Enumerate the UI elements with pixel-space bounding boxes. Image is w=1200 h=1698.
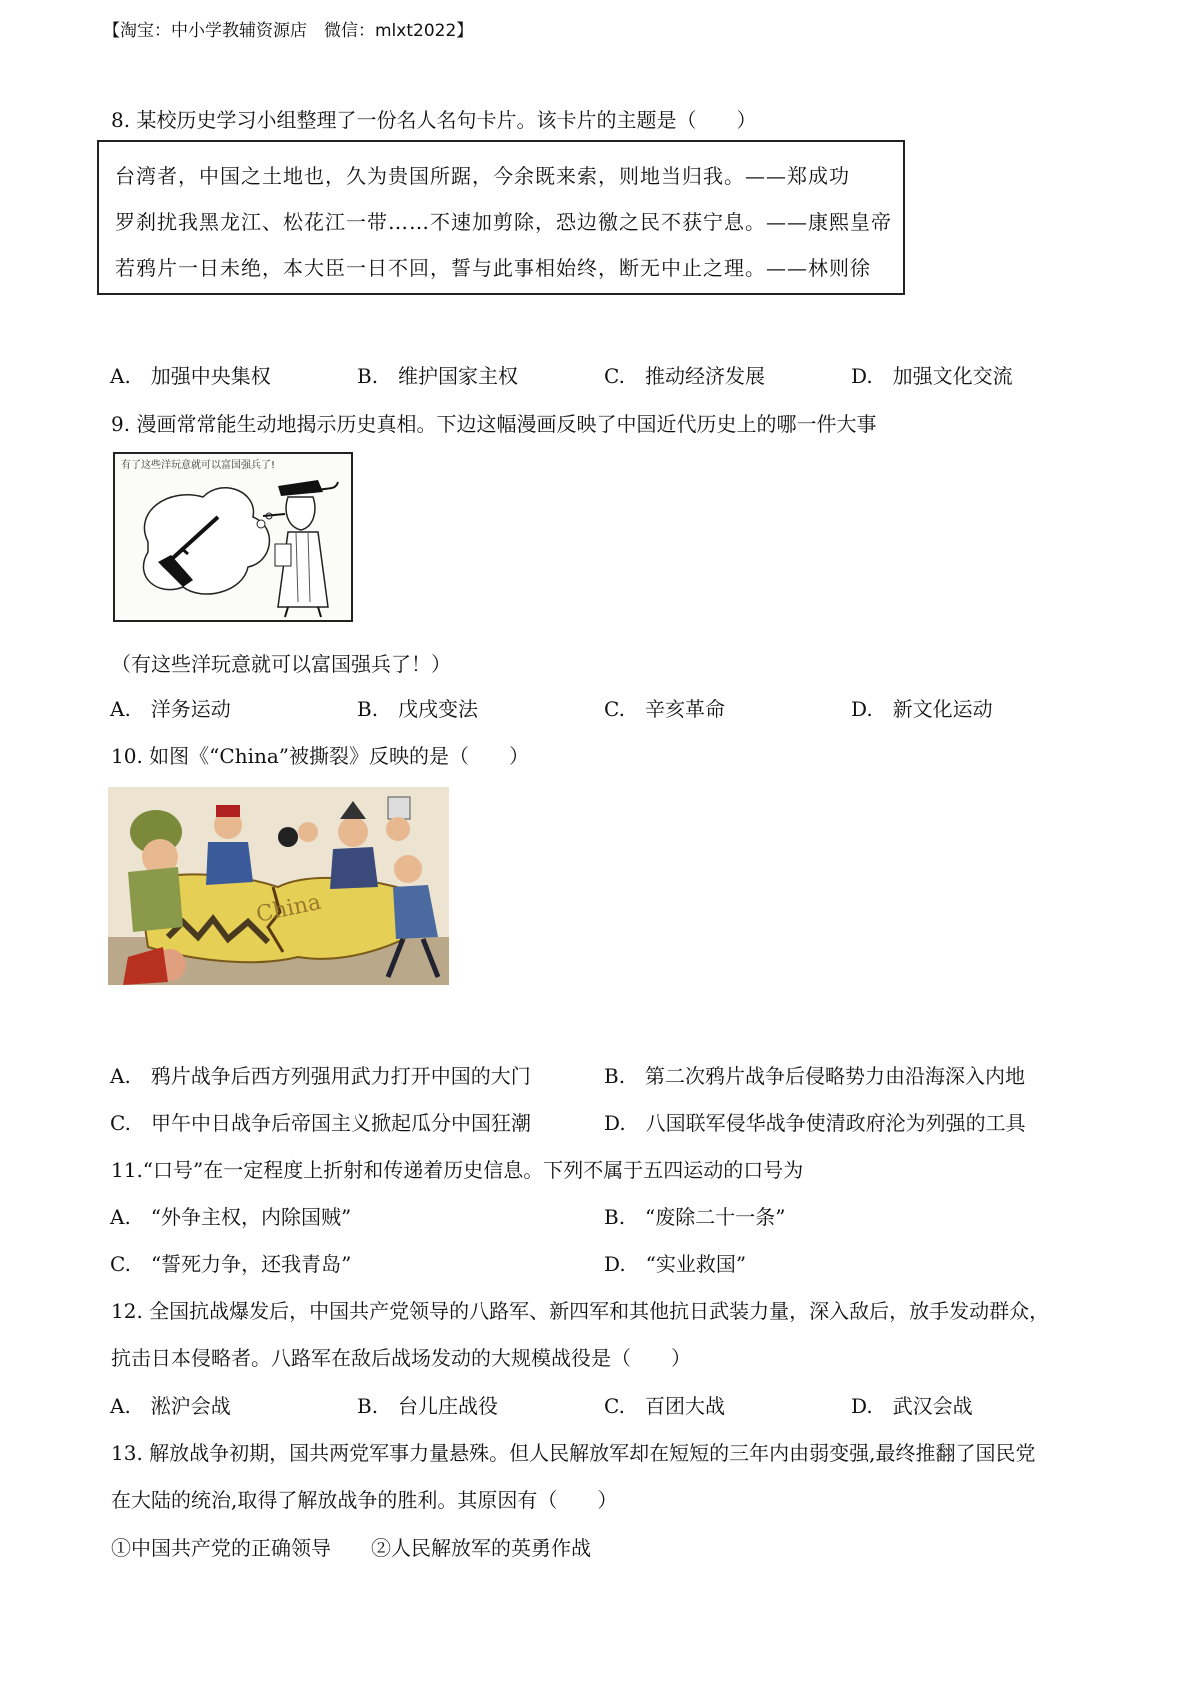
q12-option-b[interactable]: B. 台儿庄战役 <box>357 1394 499 1418</box>
q11-option-a[interactable]: A. “外争主权，内除国贼” <box>110 1205 352 1229</box>
q8-quote-card <box>97 140 905 295</box>
q13-items: ①中国共产党的正确领导 ②人民解放军的英勇作战 <box>111 1536 591 1560</box>
q10-china-torn-image <box>108 787 449 985</box>
q10-option-c[interactable]: C. 甲午中日战争后帝国主义掀起瓜分中国狂潮 <box>110 1111 531 1135</box>
q9-caption: （有这些洋玩意就可以富国强兵了！） <box>111 652 451 676</box>
q12-stem-line-1: 12. 全国抗战爆发后，中国共产党领导的八路军、新四军和其他抗日武装力量，深入敌后，放手发动群众， <box>111 1299 1050 1323</box>
q9-cartoon-image <box>113 452 353 622</box>
q10-option-a[interactable]: A. 鸦片战争后西方列强用武力打开中国的大门 <box>110 1064 531 1088</box>
q9-option-b[interactable]: B. 戊戌变法 <box>357 697 479 721</box>
q8-option-a[interactable]: A. 加强中央集权 <box>110 364 271 388</box>
q13-stem-line-1: 13. 解放战争初期，国共两党军事力量悬殊。但人民解放军却在短短的三年内由弱变强,最终推翻了国民党 <box>111 1441 1036 1465</box>
q8-quote-2: 罗刹扰我黑龙江、松花江一带……不速加剪除，恐边徼之民不获宁息。——康熙皇帝 <box>115 210 892 234</box>
q9-option-d[interactable]: D. 新文化运动 <box>851 697 993 721</box>
q12-option-c[interactable]: C. 百团大战 <box>604 1394 725 1418</box>
q8-quote-3: 若鸦片一日未绝，本大臣一日不回，誓与此事相始终，断无中止之理。——林则徐 <box>115 256 871 280</box>
q13-stem-line-2: 在大陆的统治,取得了解放战争的胜利。其原因有（ ） <box>111 1488 618 1512</box>
q9-option-a[interactable]: A. 洋务运动 <box>110 697 231 721</box>
q8-stem: 8. 某校历史学习小组整理了一份名人名句卡片。该卡片的主题是（ ） <box>111 108 757 132</box>
page-header: 【淘宝：中小学教辅资源店 微信：mlxt2022】 <box>103 21 474 41</box>
q12-option-a[interactable]: A. 淞沪会战 <box>110 1394 231 1418</box>
q12-stem-line-2: 抗击日本侵略者。八路军在敌后战场发动的大规模战役是（ ） <box>111 1346 691 1370</box>
q8-quote-1: 台湾者，中国之土地也，久为贵国所踞，今余既来索，则地当归我。——郑成功 <box>115 164 850 188</box>
q10-option-b[interactable]: B. 第二次鸦片战争后侵略势力由沿海深入内地 <box>604 1064 1026 1088</box>
q8-option-b[interactable]: B. 维护国家主权 <box>357 364 519 388</box>
q10-option-d[interactable]: D. 八国联军侵华战争使清政府沦为列强的工具 <box>604 1111 1026 1135</box>
q10-stem: 10. 如图《“China”被撕裂》反映的是（ ） <box>111 744 529 768</box>
q10-map-text: China <box>254 889 324 928</box>
q8-option-c[interactable]: C. 推动经济发展 <box>604 364 765 388</box>
q9-cartoon-text: 有了这些洋玩意就可以富国强兵了! <box>121 460 276 471</box>
q12-option-d[interactable]: D. 武汉会战 <box>851 1394 973 1418</box>
q11-option-c[interactable]: C. “誓死力争，还我青岛” <box>110 1252 352 1276</box>
q9-option-c[interactable]: C. 辛亥革命 <box>604 697 725 721</box>
q11-option-b[interactable]: B. “废除二十一条” <box>604 1205 786 1229</box>
q9-stem: 9. 漫画常常能生动地揭示历史真相。下边这幅漫画反映了中国近代历史上的哪一件大事 <box>111 412 877 436</box>
q8-option-d[interactable]: D. 加强文化交流 <box>851 364 1013 388</box>
q11-stem: 11.“口号”在一定程度上折射和传递着历史信息。下列不属于五四运动的口号为 <box>111 1158 804 1182</box>
q11-option-d[interactable]: D. “实业救国” <box>604 1252 747 1276</box>
